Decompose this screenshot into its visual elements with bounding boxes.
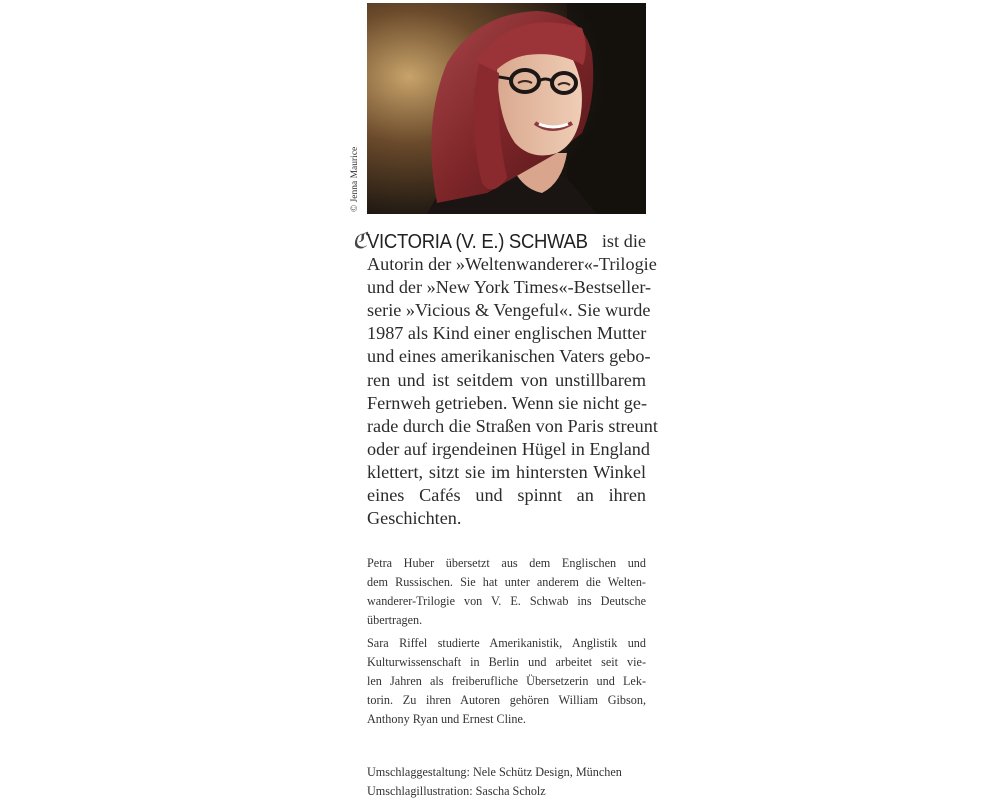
author-photo [367,3,646,214]
author-name: VICTORIA (V. E.) SCHWAB [367,228,588,253]
translator-line: torin. Zu ihren Autoren gehören William Gibson, [367,692,646,707]
translator-line: übertragen. [367,612,423,627]
bio-line: klettert, sitzt sie im hintersten Winkel [367,461,646,482]
translator-note-sara-riffel [367,634,646,729]
ornament-icon: ℭ [352,228,368,253]
photo-credit: © Jenna Maurice [350,146,360,212]
bio-line: ren und ist seitdem von unstillbarem [367,369,646,390]
translator-line: len Jahren als freiberufliche Übersetzerin und Lek- [367,673,646,688]
bio-line: 1987 als Kind einer englischen Mutter [367,323,647,344]
translator-line: Anthony Ryan und Ernest Cline. [367,711,526,726]
translator-line: wanderer-Trilogie von V. E. Schwab ins Deutsche [367,593,646,608]
bio-line: Fernweh getrieben. Wenn sie nicht ge- [367,392,648,413]
bio-line: rade durch die Straßen von Paris streunt [367,415,658,436]
bio-line: und der »New York Times«-Bestseller- [367,277,652,298]
bio-line: serie »Vicious & Vengeful«. Sie wurde [367,300,651,321]
bio-line: eines Cafés und spinnt an ihren [367,485,646,506]
bio-line: und eines amerikanischen Vaters gebo- [367,346,651,367]
translator-note-petra-huber [367,554,646,630]
bio-line: Geschichten. [367,508,462,529]
cover-credits [367,763,667,800]
author-biography [352,228,658,530]
translator-line: Petra Huber übersetzt aus dem Englischen und [367,556,646,570]
cover-illustration-credit: Umschlagillustration: Sascha Scholz [367,783,546,798]
translator-line: Sara Riffel studierte Amerikanistik, Anglistik und [367,636,646,650]
bio-line: oder auf irgendeinen Hügel in England [367,438,650,459]
cover-design-credit: Umschlaggestaltung: Nele Schütz Design, München [367,765,622,779]
translator-line: Kulturwissenschaft in Berlin und arbeitet seit vie- [367,654,646,669]
bio-line: ℭVICTORIA (V. E.) SCHWAB ist die [352,228,647,253]
author-portrait-photo [367,3,646,214]
translator-line: dem Russischen. Sie hat unter anderem die Welten- [367,574,646,589]
bio-line: Autorin der »Weltenwanderer«-Trilogie [367,254,657,275]
